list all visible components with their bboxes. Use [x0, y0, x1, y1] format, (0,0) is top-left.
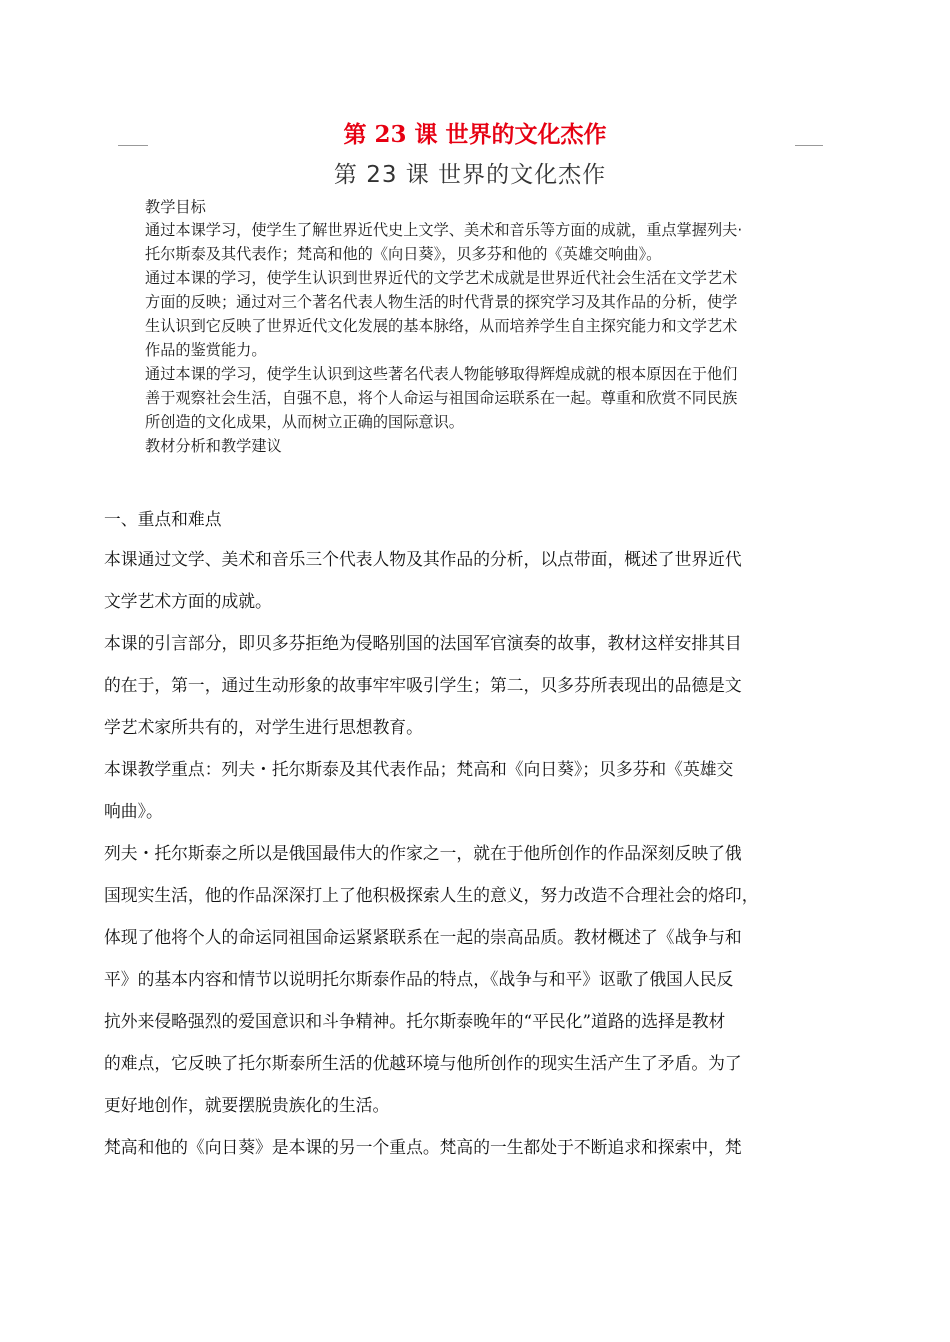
goals-line: 通过本课的学习，使学生认识到这些著名代表人物能够取得辉煌成就的根本原因在于他们 — [145, 365, 738, 383]
lesson-title: 第 23 课 世界的文化杰作 — [343, 121, 607, 148]
goals-line: 善于观察社会生活，自强不息，将个人命运与祖国命运联系在一起。尊重和欣赏不同民族 — [145, 389, 738, 407]
paragraph-line: 学艺术家所共有的，对学生进行思想教育。 — [104, 717, 423, 737]
lesson-body — [104, 500, 849, 1168]
lesson-subtitle-scan: 第 23 课 世界的文化杰作 — [333, 162, 607, 188]
paragraph-line: 抗外来侵略强烈的爱国意识和斗争精神。托尔斯泰晚年的“平民化”道路的选择是教材 — [104, 1011, 726, 1031]
paragraph-line: 的难点，它反映了托尔斯泰所生活的优越环境与他所创作的现实生活产生了矛盾。为了 — [104, 1053, 742, 1073]
goals-line: 所创造的文化成果，从而树立正确的国际意识。 — [145, 413, 464, 431]
scanned-goals-block — [145, 196, 825, 458]
paragraph-line: 列夫・托尔斯泰之所以是俄国最伟大的作家之一，就在于他所创作的作品深刻反映了俄 — [104, 843, 742, 863]
analysis-label: 教材分析和教学建议 — [145, 437, 282, 455]
goals-line: 作品的鉴赏能力。 — [145, 341, 267, 359]
section-heading: 一、重点和难点 — [104, 509, 222, 529]
paragraph-line: 更好地创作，就要摆脱贵族化的生活。 — [104, 1095, 390, 1115]
paragraph — [104, 832, 849, 1126]
goals-line: 方面的反映；通过对三个著名代表人物生活的时代背景的探究学习及其作品的分析，使学 — [145, 293, 738, 311]
goals-line: 通过本课学习，使学生了解世界近代史上文学、美术和音乐等方面的成就，重点掌握列夫· — [145, 221, 743, 239]
paragraph-line: 本课通过文学、美术和音乐三个代表人物及其作品的分析，以点带面，概述了世界近代 — [104, 549, 742, 569]
goals-line: 生认识到它反映了世界近代文化发展的基本脉络，从而培养学生自主探究能力和文学艺术 — [145, 317, 738, 335]
paragraph-line: 文学艺术方面的成就。 — [104, 591, 272, 611]
paragraph — [104, 622, 849, 748]
paragraph — [104, 1126, 849, 1168]
paragraph-line: 梵高和他的《向日葵》是本课的另一个重点。梵高的一生都处于不断追求和探索中，梵 — [104, 1137, 742, 1157]
paragraph-line: 国现实生活，他的作品深深打上了他积极探索人生的意义，努力改造不合理社会的烙印， — [104, 885, 759, 905]
paragraph-line: 平》的基本内容和情节以说明托尔斯泰作品的特点，《战争与和平》讴歌了俄国人民反 — [104, 969, 734, 989]
goals-line: 通过本课的学习，使学生认识到世界近代的文学艺术成就是世界近代社会生活在文学艺术 — [145, 269, 738, 287]
paragraph — [104, 538, 849, 622]
paragraph-line: 响曲》。 — [104, 801, 163, 821]
paragraph-line: 本课的引言部分，即贝多芬拒绝为侵略别国的法国军官演奏的故事，教材这样安排其目 — [104, 633, 742, 653]
paragraph-line: 体现了他将个人的命运同祖国命运紧紧联系在一起的崇高品质。教材概述了《战争与和 — [104, 927, 742, 947]
goals-line: 托尔斯泰及其代表作；梵高和他的《向日葵》，贝多芬和他的《英雄交响曲》。 — [145, 245, 662, 263]
goals-label: 教学目标 — [145, 198, 206, 216]
paragraph-line: 的在于，第一，通过生动形象的故事牢牢吸引学生；第二，贝多芬所表现出的品德是文 — [104, 675, 742, 695]
paragraph — [104, 748, 849, 832]
paragraph-line: 本课教学重点：列夫・托尔斯泰及其代表作品；梵高和《向日葵》；贝多芬和《英雄交 — [104, 759, 734, 779]
